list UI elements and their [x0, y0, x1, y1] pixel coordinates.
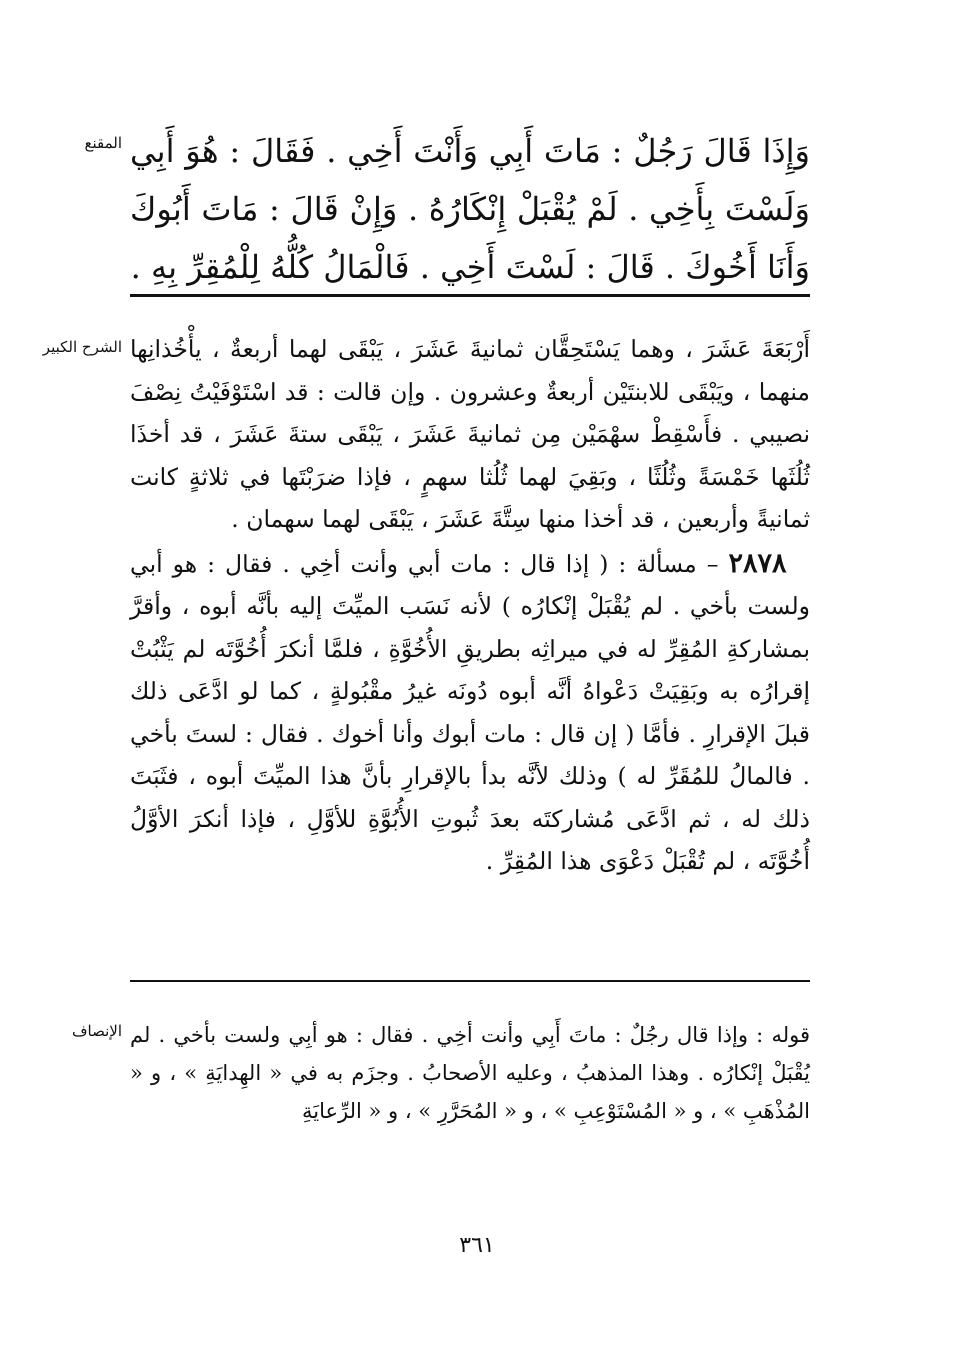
margin-label-insaf: الإنصاف	[71, 1022, 122, 1040]
muqni-text-block	[130, 122, 810, 296]
insaf-paragraph: قوله : وإذا قال رجُلٌ : ماتَ أَبِي وأنت أخِي . فقال : هو أبِي ولست بأخي . لم يُقْبَلْ إنْكارُه . وهذا المذهبُ ، وعليه الأصحابُ . وجزَم به في « الهِدايَةِ » ، و « المُذْهَبِ » ، و « المُسْتَوْعِبِ » ، و « المُحَرَّرِ » ، و « الرِّعايَةِ	[130, 1023, 810, 1123]
margin-label-sharh: الشرح الكبير	[42, 338, 122, 356]
sharh-paragraph-2-text: – مسألة : ( إذا قال : مات أبي وأنت أخِي . فقال : هو أبي ولست بأخي . لم يُقْبَلْ إنْكارُه ) لأنه نَسَب الميِّتَ إليه بأنَّه أبوه ، وأقرَّ بمشاركةِ المُقِرِّ له في ميراثِه بطريقِ الأُخُوَّةِ ، فلمَّا أنكرَ أُخُوَّتَه لم يَثْبُتْ إقرارُه به وبَقِيَتْ دَعْواهُ أنَّه أبوه دُونَه غيرُ مقْبُولةٍ ، كما لو ادَّعَى ذلك قبلَ الإقرارِ . فأمَّا ( إن قال : مات أبوك وأنا أخوك . فقال : لستَ بأخي . فالمالُ للمُقَرِّ له ) وذلك لأنَّه بدأ بالإقرارِ بأنَّ هذا الميِّتَ أبوه ، فثَبَتَ ذلك له ، ثم ادَّعَى مُشاركتَه بعدَ ثُبوتِ الأُبُوَّةِ للأوَّلِ ، فإذا أنكرَ الأوَّلُ أُخُوَّتَه ، لم تُقْبَلْ دَعْوَى هذا المُقِرِّ .	[130, 549, 810, 875]
section-divider-thin	[130, 980, 810, 982]
insaf-text-block	[130, 1016, 810, 1130]
page-number: ٣٦١	[459, 1233, 495, 1258]
sharh-paragraph-1: أَرْبَعَةَ عَشَرَ ، وهما يَسْتَحِقَّان ثمانيةَ عَشَرَ ، يَبْقَى لهما أربعةٌ ، يأْخُذانِها منهما ، ويَبْقَى للابنتَيْن أربعةٌ وعشرون . وإن قالت : قد اسْتَوْفَيْتُ نِصْفَ نصيبي . فأَسْقِطْ سهْمَيْن مِن ثمانيةَ عَشَرَ ، يَبْقَى ستةَ عَشَرَ ، قد أخذَا ثُلُثَها خَمْسَةً وثُلُثًا ، وبَقِيَ لهما ثُلُثا سهمٍ ، فإذا ضرَبْتَها في ثلاثةٍ كانت ثمانيةً وأربعين ، قد أخذا منها سِتَّةَ عَشَرَ ، يَبْقَى لهما سهمان .	[130, 335, 810, 533]
section-divider-thick	[130, 294, 810, 297]
margin-label-muqni: المقنع	[84, 134, 122, 152]
muqni-paragraph: وَإِذَا قَالَ رَجُلٌ : مَاتَ أَبِي وَأَنْتَ أَخِي . فَقَالَ : هُوَ أَبِي وَلَسْتَ بِأَخِي . لَمْ يُقْبَلْ إِنْكَارُهُ . وَإِنْ قَالَ : مَاتَ أَبُوكَ وَأَنَا أَخُوكَ . قَالَ : لَسْتَ أَخِي . فَالْمَالُ كُلُّهُ لِلْمُقِرِّ بِهِ .	[130, 132, 810, 286]
issue-number: ٢٨٧٨	[728, 547, 787, 579]
sharh-text-block	[130, 328, 810, 883]
sharh-paragraph-2	[130, 543, 810, 883]
